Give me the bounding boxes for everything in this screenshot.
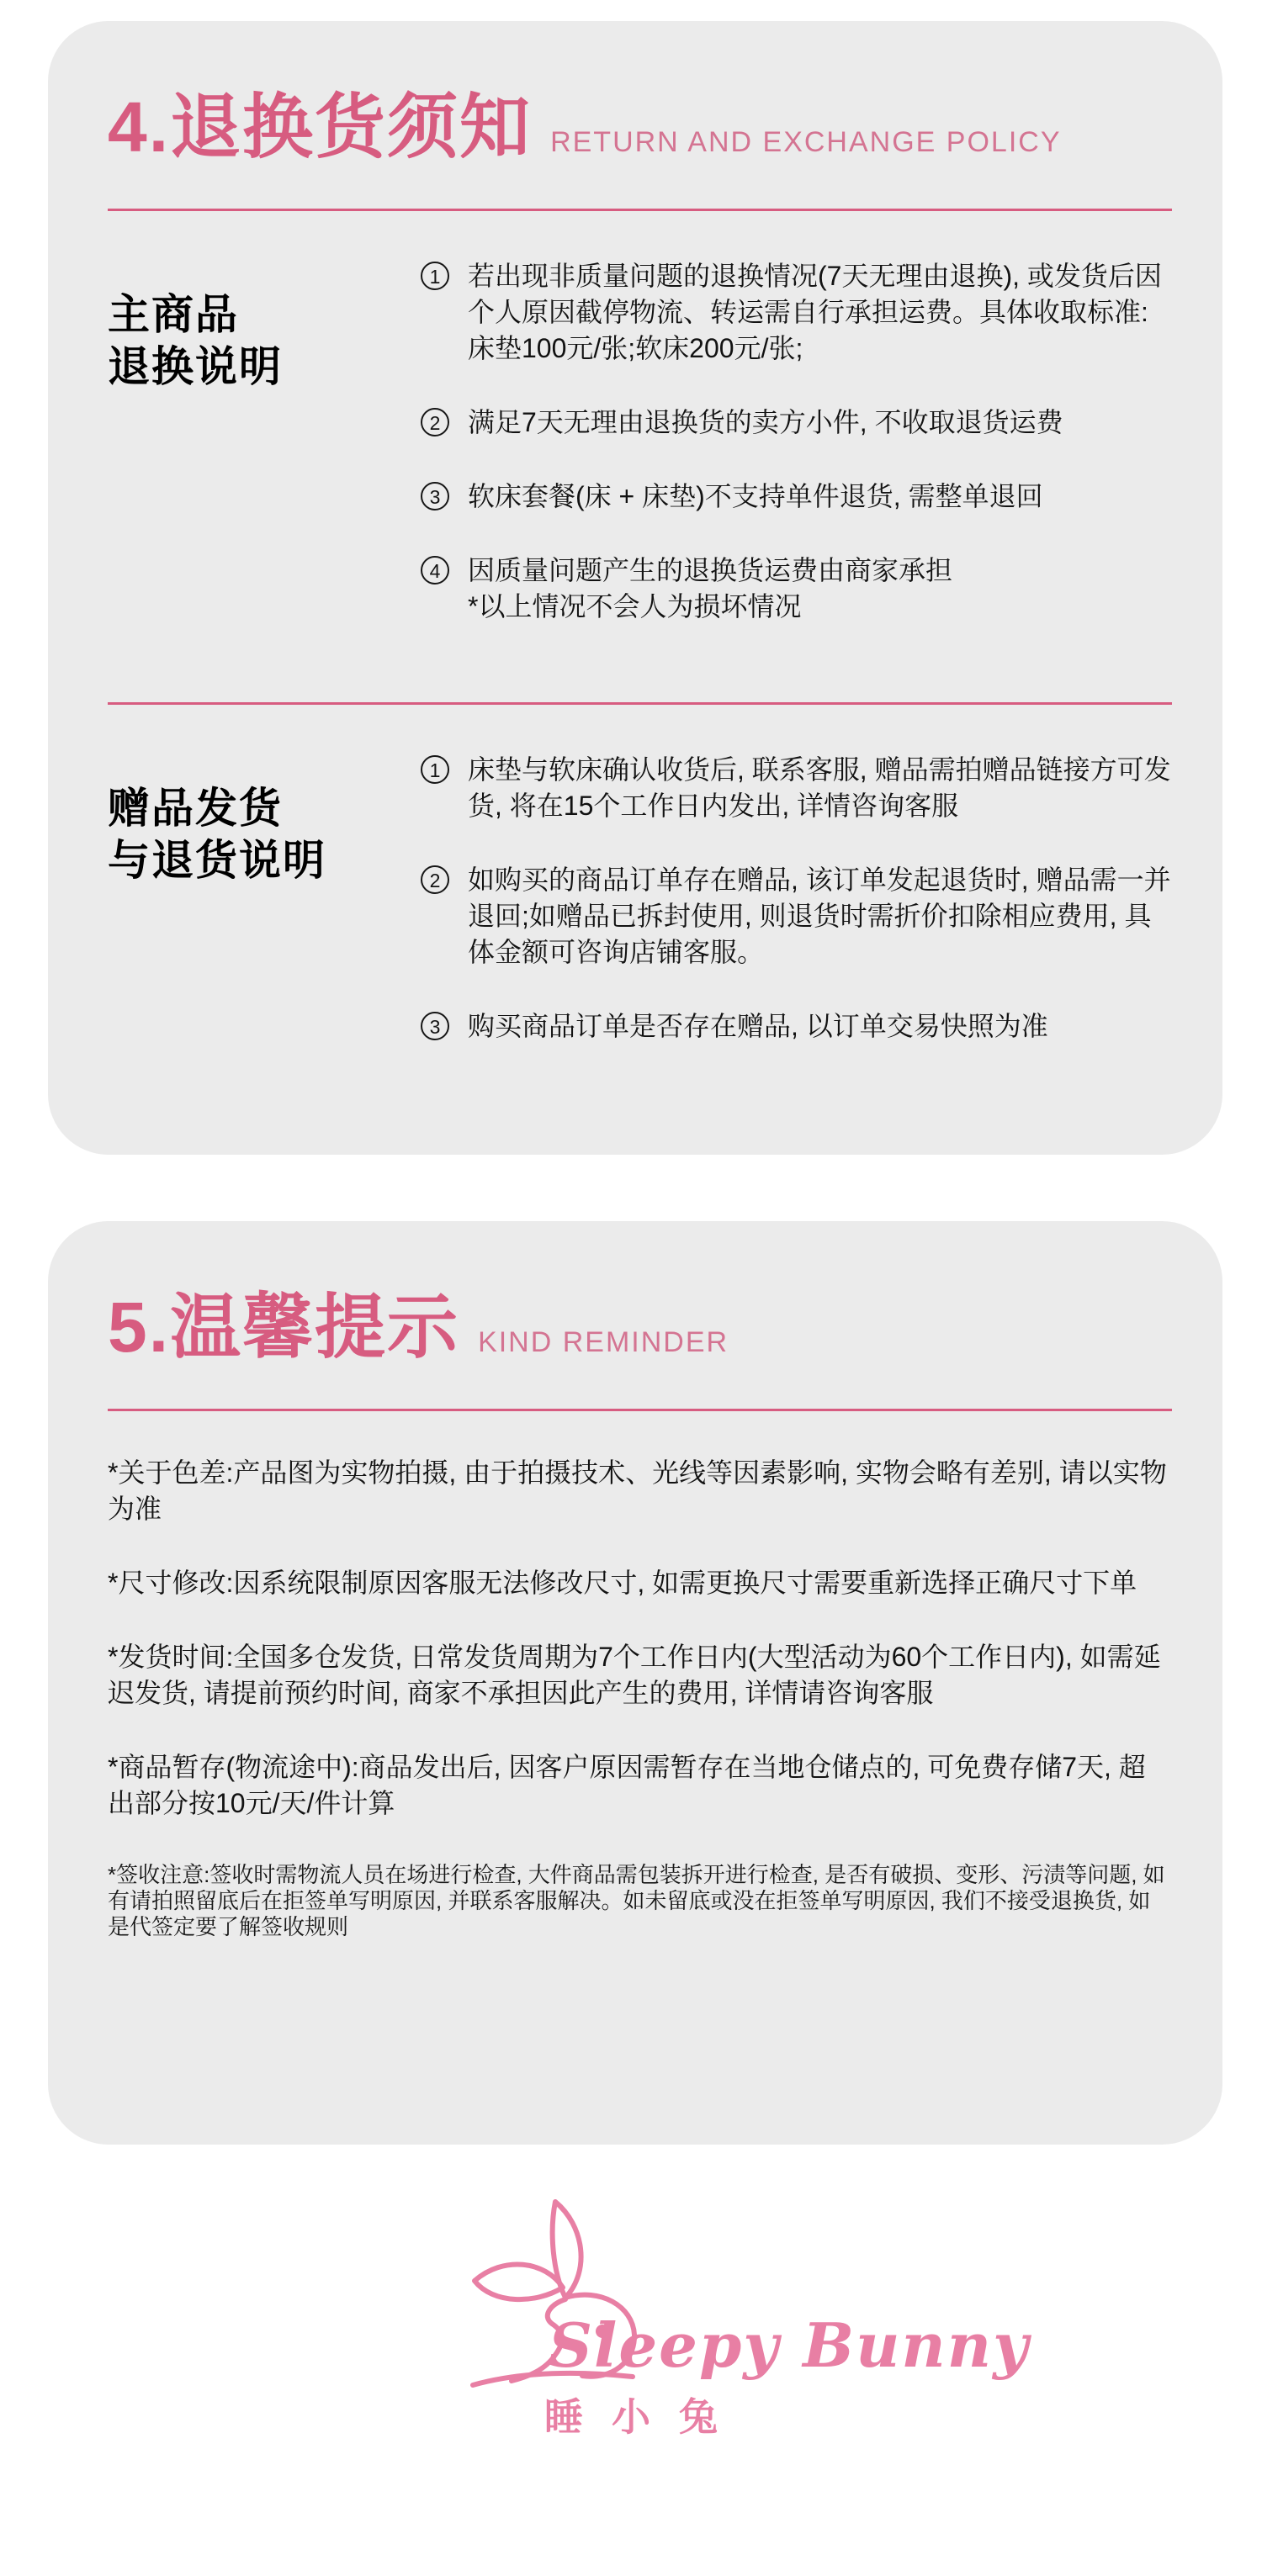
list-item xyxy=(421,862,1172,971)
item-text-block xyxy=(468,479,1043,515)
list-item xyxy=(421,405,1172,441)
circled-number: 4 xyxy=(421,556,449,584)
item-text: 如购买的商品订单存在赠品, 该订单发起退货时, 赠品需一并退回;如赠品已拆封使用, 则退货时需折价扣除相应费用, 具体金额可咨询店铺客服。 xyxy=(468,865,1171,968)
item-text-block xyxy=(468,553,952,625)
item-text: 若出现非质量问题的退换情况(7天无理由退换), 或发货后因个人原因截停物流、转运需自行承担运费。具体收取标准:床垫100元/张;软床200元/张; xyxy=(468,261,1162,364)
brand-name-chinese: 睡小兔 xyxy=(544,2395,746,2439)
reminder-paragraph-color: *关于色差:产品图为实物拍摄, 由于拍摄技术、光线等因素影响, 实物会略有差别, 请以实物为准 xyxy=(108,1457,1167,1525)
item-text-block xyxy=(468,752,1172,824)
circled-number: 3 xyxy=(421,482,449,510)
pink-divider xyxy=(108,209,1172,211)
kind-reminder-card xyxy=(48,1221,1222,2145)
heading-line: 赠品发货 xyxy=(108,785,283,833)
pink-divider xyxy=(108,702,1172,705)
kind-reminder-title-row xyxy=(108,1221,1172,1365)
main-product-return-heading xyxy=(108,258,421,625)
circled-number: 2 xyxy=(421,865,449,894)
gift-shipping-return-row xyxy=(108,752,1172,1045)
list-item xyxy=(421,1008,1172,1045)
pink-divider xyxy=(108,1409,1172,1411)
heading-line: 与退货说明 xyxy=(108,837,326,885)
return-policy-title-row xyxy=(108,21,1172,165)
item-text: 床垫与软床确认收货后, 联系客服, 赠品需拍赠品链接方可发货, 将在15个工作日内发出, 详情咨询客服 xyxy=(468,754,1171,822)
item-text-block xyxy=(468,405,1063,441)
reminder-paragraph-shipping: *发货时间:全国多仓发货, 日常发货周期为7个工作日内(大型活动为60个工作日内), 如需延迟发货, 请提前预约时间, 商家不承担因此产生的费用, 详情请咨询客服 xyxy=(108,1642,1161,1709)
section-4-subtitle: RETURN AND EXCHANGE POLICY xyxy=(550,126,1062,158)
list-item xyxy=(421,479,1172,515)
reminder-paragraphs xyxy=(108,1455,1172,1822)
list-item xyxy=(421,553,1172,625)
heading-line: 退换说明 xyxy=(108,343,283,391)
item-text: 购买商品订单是否存在赠品, 以订单交易快照为准 xyxy=(468,1011,1048,1042)
gift-shipping-return-heading xyxy=(108,752,421,1045)
circled-number: 1 xyxy=(421,755,449,784)
brand-name-script: Sleepy Bunny xyxy=(549,2309,1030,2381)
item-note: *以上情况不会人为损坏情况 xyxy=(468,591,802,622)
main-product-return-row xyxy=(108,258,1172,625)
sign-for-goods-note: *签收注意:签收时需物流人员在场进行检查, 大件商品需包装拆开进行检查, 是否有破损、变形、污渍等问题, 如有请拍照留底后在拒签单写明原因, 并联系客服解决。如未留底或没在拒签单写明原因, 我们不接受退换货, 如是代签定要了解签收规则 xyxy=(108,1862,1165,1940)
item-text-block xyxy=(468,258,1172,367)
gift-shipping-return-items xyxy=(421,752,1172,1045)
item-text-block xyxy=(468,1008,1048,1045)
section-4-title: 4.退换货须知 xyxy=(108,87,533,167)
return-policy-card xyxy=(48,21,1222,1155)
heading-line: 主商品 xyxy=(108,291,239,339)
item-text-block xyxy=(468,862,1172,971)
reminder-paragraph-size: *尺寸修改:因系统限制原因客服无法修改尺寸, 如需更换尺寸需要重新选择正确尺寸下单 xyxy=(108,1568,1137,1599)
item-text: 因质量问题产生的退换货运费由商家承担 xyxy=(468,555,953,586)
circled-number: 3 xyxy=(421,1012,449,1040)
reminder-paragraph-storage: *商品暂存(物流途中):商品发出后, 因客户原因需暂存在当地仓储点的, 可免费存储7天, 超出部分按10元/天/件计算 xyxy=(108,1752,1146,1819)
section-5-subtitle: KIND REMINDER xyxy=(478,1326,729,1358)
brand-logo-block xyxy=(0,2145,1262,2555)
item-text: 满足7天无理由退换货的卖方小件, 不收取退货运费 xyxy=(468,407,1063,438)
list-item xyxy=(421,258,1172,367)
list-item xyxy=(421,752,1172,824)
circled-number: 2 xyxy=(421,408,449,436)
item-text: 软床套餐(床 + 床垫)不支持单件退货, 需整单退回 xyxy=(468,481,1043,512)
main-product-return-items xyxy=(421,258,1172,625)
circled-number: 1 xyxy=(421,262,449,290)
section-5-title: 5.温馨提示 xyxy=(108,1288,460,1367)
